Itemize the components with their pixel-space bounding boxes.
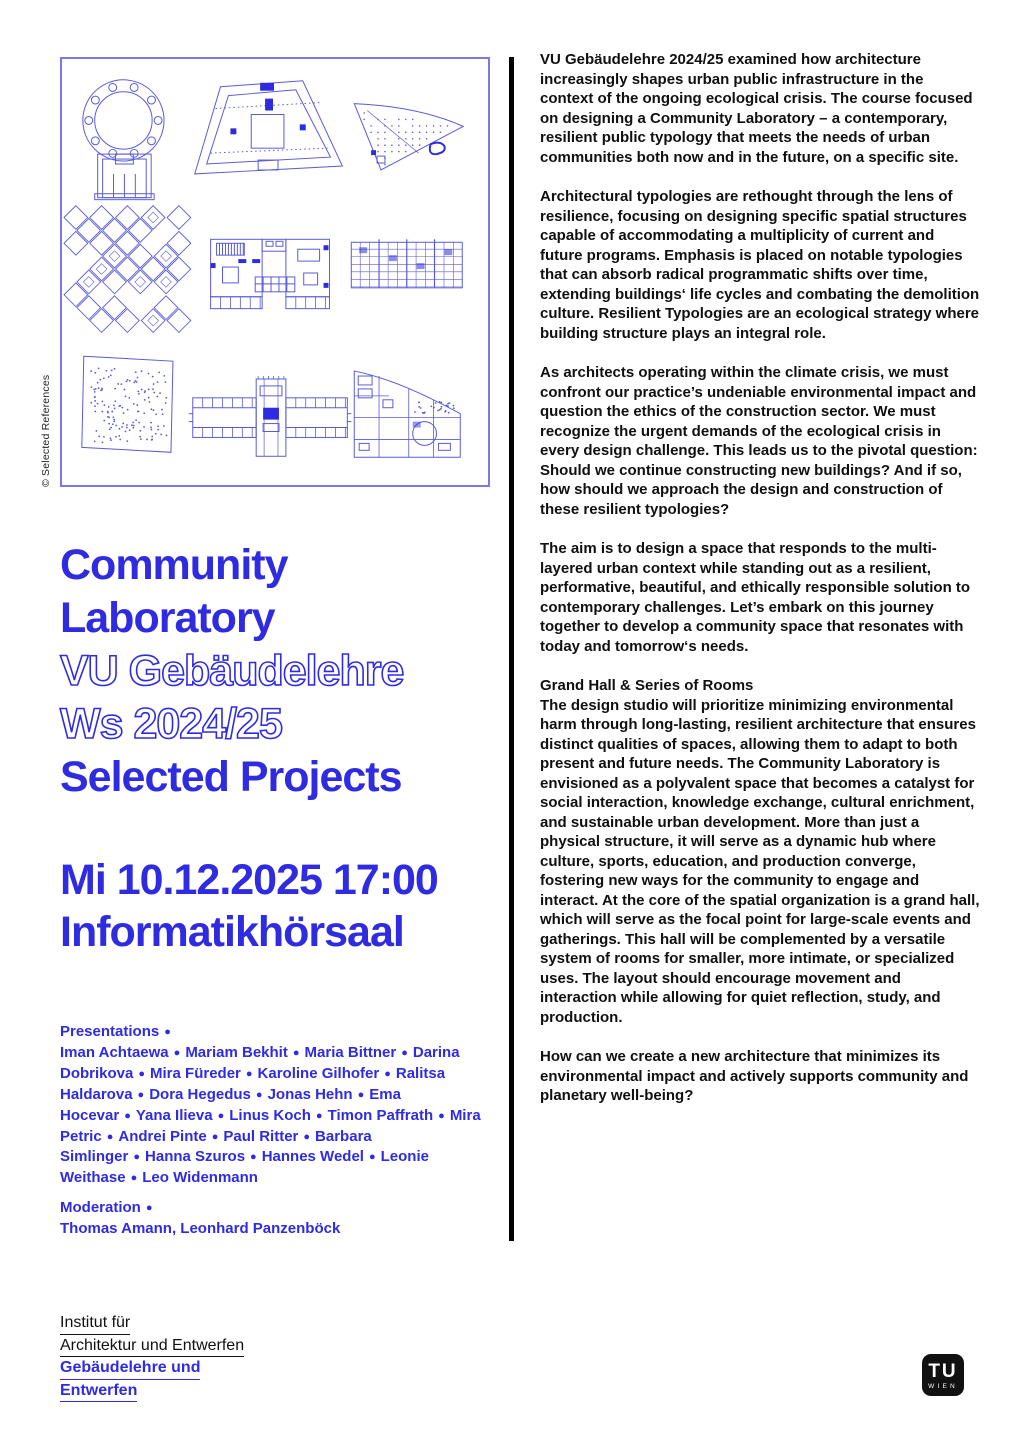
presenter-name: Ema Hocevar — [60, 1085, 401, 1124]
event-info — [60, 854, 438, 958]
bullet-icon: ● — [250, 1151, 257, 1164]
department-line-1: Gebäudelehre und — [60, 1357, 200, 1380]
bullet-icon: ● — [138, 1067, 146, 1080]
department-line-2: Entwerfen — [60, 1380, 137, 1403]
grand-hall-heading: Grand Hall & Series of Rooms — [540, 677, 754, 694]
presenter-name: Hannes Wedel — [261, 1148, 364, 1166]
bullet-icon: ● — [124, 1109, 131, 1122]
svg-text:TU: TU — [928, 1361, 958, 1382]
bullet-icon: ● — [164, 1026, 171, 1038]
bullet-icon: ● — [401, 1046, 408, 1059]
course-description — [540, 50, 980, 1106]
presenter-name: Timon Paffrath — [327, 1106, 434, 1124]
presenter-name: Mira Füreder — [150, 1064, 241, 1082]
paragraph-climate: As architects operating within the climate crisis, we must confront our practice’s undeniable environmental impact and question the ethics of the construction sector. We must recognize the urgent demands of the ecological crisis in every design challenge. This leads us to the pivotal question: Should we continue constructing new buildings? And if so, how should we approach the design and construction of these resilient typologies? — [540, 364, 978, 518]
curved-corner-plan-icon — [354, 371, 460, 457]
wedge-plan-icon — [354, 104, 463, 170]
presenter-name: Leo Widenmann — [142, 1169, 258, 1187]
bullet-icon: ● — [217, 1109, 225, 1122]
poster-title — [60, 539, 403, 804]
presentations-heading: Presentations ● — [60, 1023, 171, 1040]
presenter-name: Barbara Simlinger — [60, 1127, 372, 1166]
bullet-icon: ● — [106, 1130, 114, 1143]
rotunda-plan-icon — [83, 80, 164, 200]
presenter-name: Leonie Weithase — [60, 1148, 429, 1187]
reference-drawings-panel — [60, 57, 490, 487]
bullet-icon: ● — [292, 1046, 300, 1059]
paragraph-aim: The aim is to design a space that responds to the multi-layered urban context while standing out as a resilient, performative, beautiful, and ethically responsible solution to contemporary challenges. Let’s embark on this journey together to develop a community space that resonates with today and tomorrow‘s needs. — [540, 540, 971, 655]
event-location: Informatikhörsaal — [60, 908, 404, 956]
institute-block — [60, 1312, 244, 1402]
presenter-name: Andrei Pinte — [118, 1127, 207, 1145]
institute-line-2: Architektur und Entwerfen — [60, 1335, 244, 1358]
copyright-caption: © Selected References — [40, 374, 52, 487]
title-line-community: Community — [60, 541, 288, 589]
presenter-name: Dora Hegedus — [149, 1085, 251, 1103]
trapezoid-plan-icon — [195, 81, 343, 174]
presenter-name: Linus Koch — [229, 1106, 311, 1124]
bullet-icon: ● — [137, 1088, 145, 1101]
paragraph-typologies: Architectural typologies are rethought through the lens of resilience, focusing on designing specific spatial structures capable of accommodating a multiplicity of current and future programs. Emphasis is placed on notable typologies that can absorb radical programmatic shifts over time, extending buildings‘ life cycles and combating the demolition culture. Resilient Typologies are an ecological strategy where building structure plays an integral role. — [540, 188, 980, 342]
institute-line-1: Institut für — [60, 1312, 130, 1335]
moderation-heading: Moderation ● — [60, 1199, 153, 1216]
bullet-icon: ● — [438, 1109, 445, 1122]
bullet-icon: ● — [357, 1088, 365, 1101]
presenter-name: Hanna Szuros — [145, 1148, 246, 1166]
block-grid-plan-icon — [351, 239, 462, 288]
presenter-name: Mariam Bekhit — [185, 1043, 288, 1061]
presenter-name: Iman Achtaewa — [60, 1043, 169, 1061]
bullet-icon: ● — [245, 1067, 253, 1080]
bullet-icon: ● — [211, 1130, 219, 1143]
moderator-names: Thomas Amann, Leonhard Panzenböck — [60, 1219, 341, 1237]
title-line-laboratory: Laboratory — [60, 594, 275, 642]
bullet-icon: ● — [255, 1088, 263, 1101]
title-line-course: VU Gebäudelehre — [60, 647, 404, 695]
presenter-name: Paul Ritter — [223, 1127, 299, 1145]
bullet-icon: ● — [303, 1130, 311, 1143]
moderation-section — [60, 1198, 500, 1239]
presenter-name: Darina Dobrikova — [60, 1043, 460, 1082]
diamond-cluster-plan-icon — [64, 206, 191, 333]
bullet-icon: ● — [368, 1151, 376, 1164]
bullet-icon: ● — [315, 1109, 323, 1122]
presenter-name: Yana Ilieva — [135, 1106, 213, 1124]
bullet-icon: ● — [145, 1202, 153, 1214]
svg-text:WIEN: WIEN — [928, 1383, 958, 1390]
presenter-name: Jonas Hehn — [267, 1085, 353, 1103]
presenter-name: Ralitsa Haldarova — [60, 1064, 446, 1103]
paragraph-question: How can we create a new architecture that minimizes its environmental impact and actively supports community and planetary well-being? — [540, 1048, 969, 1104]
title-line-semester: Ws 2024/25 — [60, 700, 282, 748]
presenter-name: Maria Bittner — [304, 1043, 397, 1061]
bullet-icon: ● — [133, 1151, 141, 1164]
grand-hall-body: The design studio will prioritize minimizing environmental harm through long-lasting, resilient architecture that ensures distinct qualities of spaces, allowing them to adapt to both present and future needs. The Community Laboratory is envisioned as a polyvalent space that becomes a catalyst for social interaction, knowledge exchange, cultural enrichment, and sustainable urban development. More than just a physical structure, it will serve as a dynamic hub where culture, sports, education, and production converge, fostering new ways for the community to engage and interact. At the core of the spatial organization is a grand hall, which will serve as the focal point for large-scale events and gatherings. This hall will be complemented by a versatile system of rooms for smaller, more intimate, or specialized uses. The layout should encourage movement and interaction while allowing for quiet reflection, study, and production. — [540, 696, 980, 1026]
vertical-divider — [509, 57, 514, 1241]
presenter-name: Mira Petric — [60, 1106, 481, 1145]
courtyard-plan-icon — [211, 239, 330, 308]
paragraph-grand-hall — [540, 676, 980, 1027]
reference-drawings-icon — [62, 59, 488, 485]
elongated-wing-plan-icon — [189, 376, 351, 456]
bullet-icon: ● — [384, 1067, 391, 1080]
speckled-site-plan-icon — [82, 356, 173, 452]
title-line-selected-projects: Selected Projects — [60, 753, 402, 801]
presenter-name: Karoline Gilhofer — [257, 1064, 380, 1082]
presenter-names — [60, 1043, 500, 1189]
tu-wien-logo-icon — [921, 1353, 965, 1397]
presentations-section — [60, 1022, 500, 1189]
event-date-time: Mi 10.12.2025 17:00 — [60, 856, 438, 904]
bullet-icon: ● — [173, 1046, 181, 1059]
bullet-icon: ● — [130, 1172, 138, 1185]
paragraph-intro: VU Gebäudelehre 2024/25 examined how architecture increasingly shapes urban public infrastructure in the context of the ongoing ecological crisis. The course focused on designing a Community Laboratory – a contemporary, resilient public typology that meets the needs of urban communities both now and in the future, on a specific site. — [540, 51, 973, 166]
